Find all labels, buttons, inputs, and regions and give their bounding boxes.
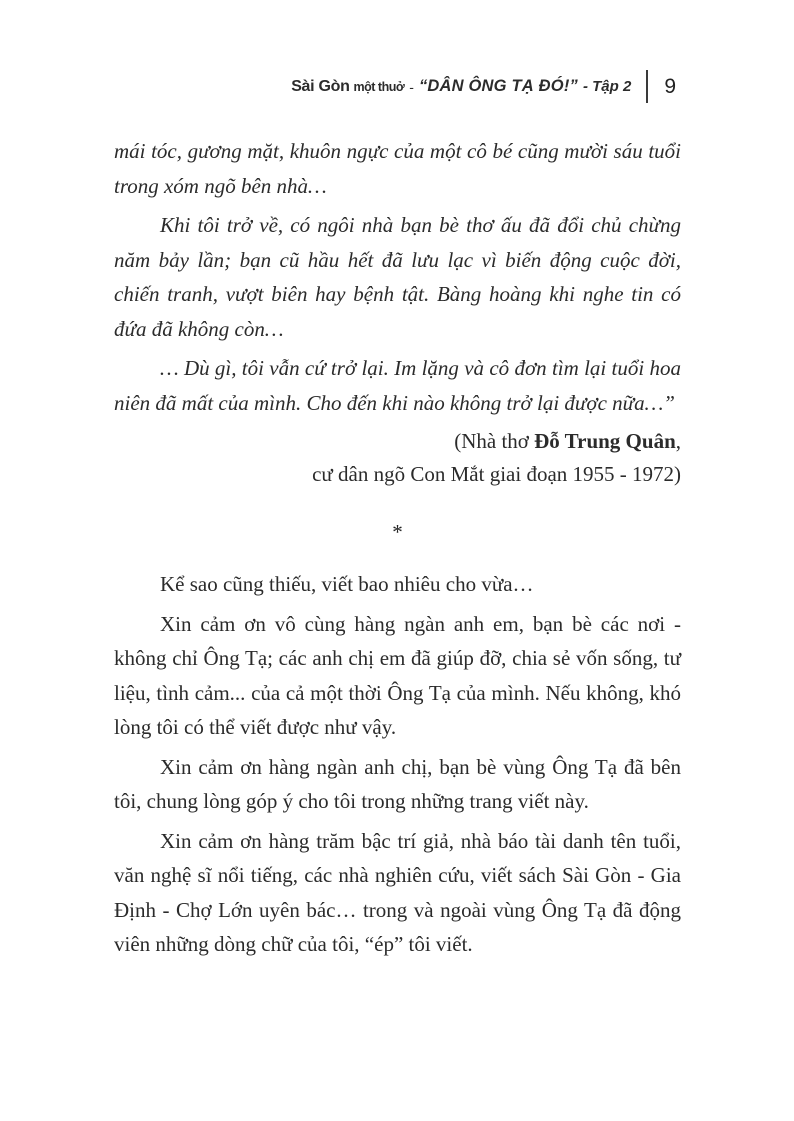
attribution-prefix: (Nhà thơ [454,429,535,453]
series-title: Sài Gòn [291,77,350,95]
quote-attribution [114,425,681,491]
quote-paragraph: Khi tôi trở về, có ngôi nhà bạn bè thơ ấu đã đổi chủ chừng năm bảy lần; bạn cũ hầu hết đã lưu lạc vì biến động cuộc đời, chiến tranh, vượt biên hay bệnh tật. Bàng hoàng khi nghe tin có đứa đã không còn… [114,213,681,341]
volume-label: - Tập 2 [582,78,632,95]
body-paragraph: Xin cảm ơn hàng trăm bậc trí giả, nhà báo tài danh tên tuổi, văn nghệ sĩ nổi tiếng, các nhà nghiên cứu, viết sách Sài Gòn - Gia Định - Chợ Lớn uyên bác… trong và ngoài vùng Ông Tạ đã động viên những dòng chữ của tôi, “ép” tôi viết. [114,828,681,956]
book-title: “DÂN ÔNG TẠ ĐÓ!” [418,77,578,95]
series-subtitle: một thuở [353,79,405,94]
attribution-suffix: , [675,429,681,453]
page-number: 9 [664,74,676,98]
header-dash: - [409,78,414,95]
attribution-author-name: Đỗ Trung Quân [534,429,676,453]
quote-paragraph: mái tóc, gương mặt, khuôn ngực của một cô bé cũng mười sáu tuổi trong xóm ngõ bên nhà… [114,139,681,198]
attribution-detail: cư dân ngõ Con Mắt giai đoạn 1955 - 1972) [312,462,681,486]
body-paragraph: Xin cảm ơn hàng ngàn anh chị, bạn bè vùng Ông Tạ đã bên tôi, chung lòng góp ý cho tôi trong những trang viết này. [114,754,681,813]
running-header [0,70,676,103]
header-divider [646,70,648,103]
body-paragraph: Xin cảm ơn vô cùng hàng ngàn anh em, bạn bè các nơi - không chỉ Ông Tạ; các anh chị em đã giúp đỡ, chia sẻ vốn sống, tư liệu, tình cảm... của cả một thời Ông Tạ của mình. Nếu không, khó lòng tôi có thể viết được như vậy. [114,611,681,739]
page-content [114,134,681,967]
body-paragraph: Kể sao cũng thiếu, viết bao nhiêu cho vừa… [160,572,534,596]
section-separator-asterisk: * [392,520,403,544]
quote-paragraph: … Dù gì, tôi vẫn cứ trở lại. Im lặng và cô đơn tìm lại tuổi hoa niên đã mất của mình. Cho đến khi nào không trở lại được nữa…” [114,356,681,415]
